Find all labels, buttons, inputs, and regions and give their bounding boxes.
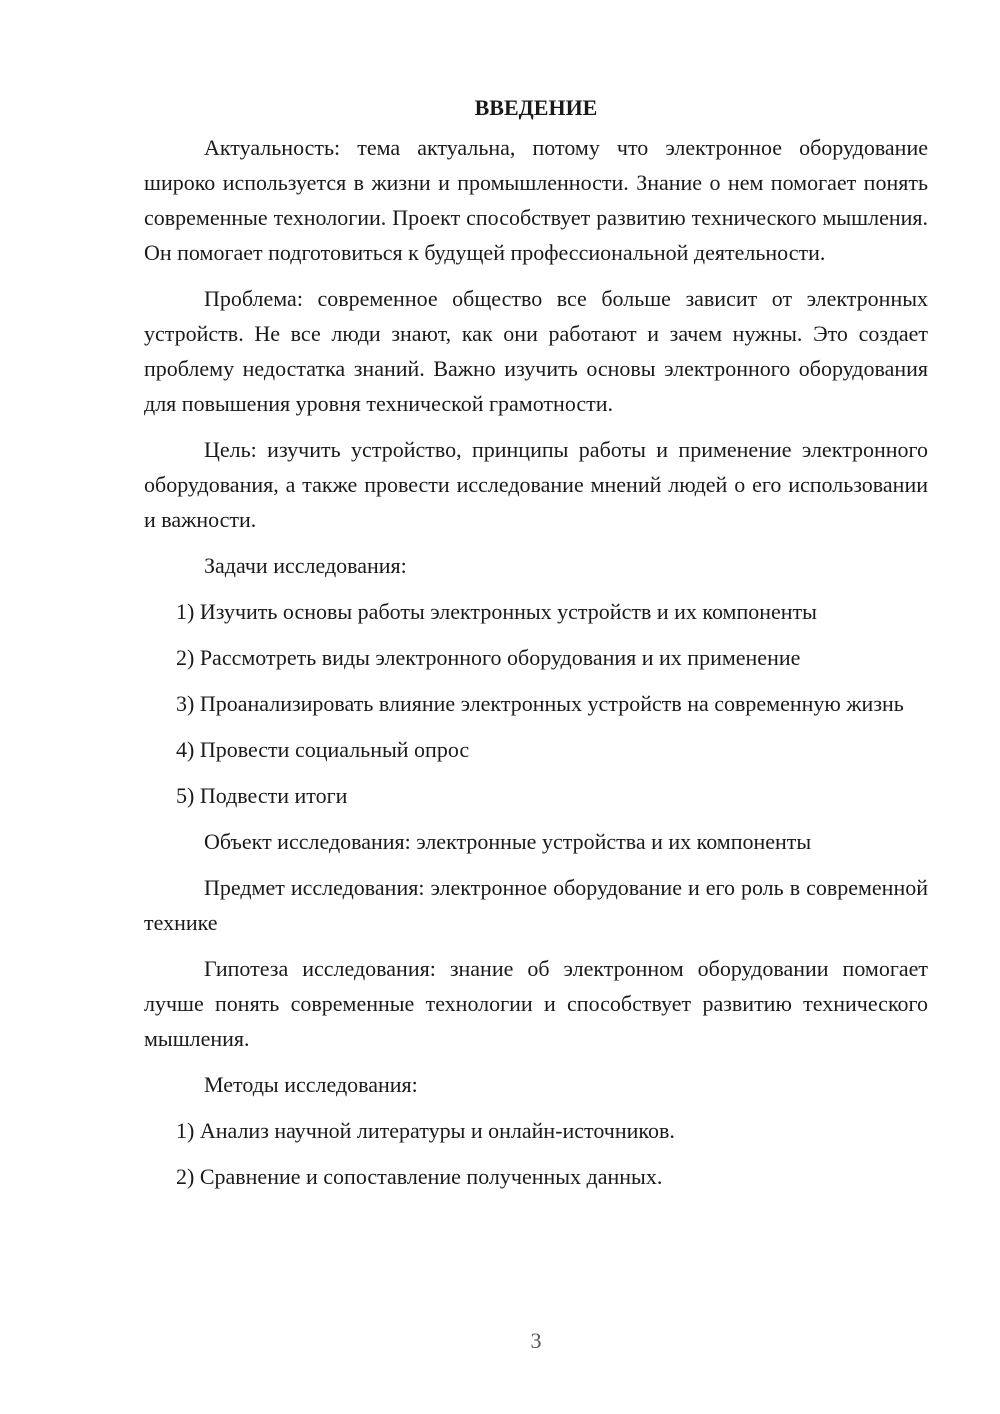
method-item: 1) Анализ научной литературы и онлайн-источников. bbox=[176, 1118, 675, 1143]
object-paragraph: Объект исследования: электронные устройства и их компоненты bbox=[204, 829, 812, 854]
task-item: 3) Проанализировать влияние электронных устройств на современную жизнь bbox=[176, 691, 904, 716]
document-page bbox=[144, 90, 928, 1205]
methods-heading: Методы исследования: bbox=[204, 1072, 418, 1097]
relevance-paragraph: Актуальность: тема актуальна, потому что электронное оборудование широко используется в жизни и промышленности. Знание о нем помогает понять современные технологии. Проект способствует развитию технического мышления. Он помогает подготовиться к будущей профессиональной деятельности. bbox=[144, 135, 928, 265]
subject-paragraph: Предмет исследования: электронное оборудование и его роль в современной технике bbox=[144, 875, 928, 935]
goal-paragraph: Цель: изучить устройство, принципы работы и применение электронного оборудования, а также провести исследование мнений людей о его использовании и важности. bbox=[144, 437, 928, 532]
task-item: 5) Подвести итоги bbox=[176, 783, 348, 808]
tasks-heading: Задачи исследования: bbox=[204, 553, 407, 578]
method-item: 2) Сравнение и сопоставление полученных данных. bbox=[176, 1164, 663, 1189]
task-item: 4) Провести социальный опрос bbox=[176, 737, 470, 762]
problem-paragraph: Проблема: современное общество все больше зависит от электронных устройств. Не все люди знают, как они работают и зачем нужны. Это создает проблему недостатка знаний. Важно изучить основы электронного оборудования для повышения уровня технической грамотности. bbox=[144, 286, 928, 416]
hypothesis-paragraph: Гипотеза исследования: знание об электронном оборудовании помогает лучше понять современные технологии и способствует развитию технического мышления. bbox=[144, 956, 928, 1051]
task-item: 1) Изучить основы работы электронных устройств и их компоненты bbox=[176, 599, 817, 624]
section-title: ВВЕДЕНИЕ bbox=[474, 95, 598, 120]
page-number: 3 bbox=[530, 1328, 542, 1353]
task-item: 2) Рассмотреть виды электронного оборудования и их применение bbox=[176, 645, 801, 670]
